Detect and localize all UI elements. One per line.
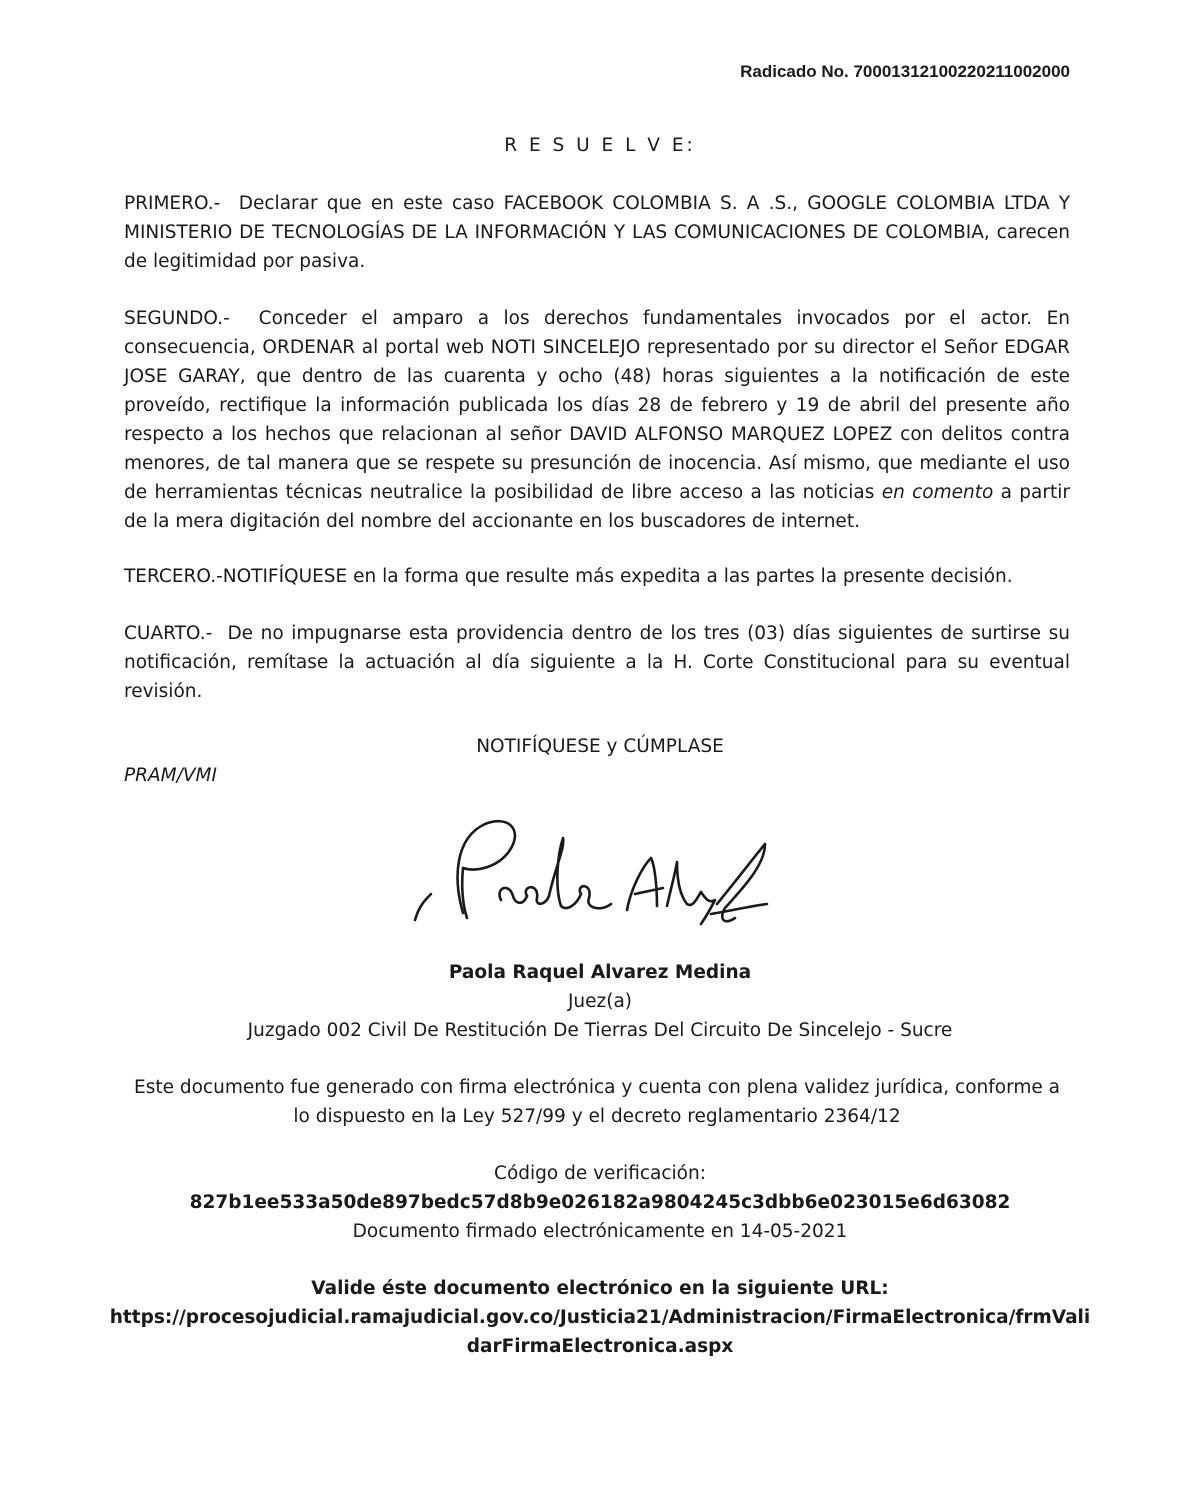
validate-url-line-1[interactable]: https://procesojudicial.ramajudicial.gov.co/Justicia21/Administracion/FirmaElectronica/frmVali <box>109 1307 1091 1328</box>
radicado-number: Radicado No. 70001312100220211002000 <box>740 62 1070 81</box>
paragraph-segundo <box>124 304 1070 536</box>
paragraph-tercero <box>124 562 1070 591</box>
closing-formula: NOTIFÍQUESE y CÚMPLASE <box>476 736 724 757</box>
segundo-emphasis: en comento <box>881 482 994 503</box>
cuarto-text: De no impugnarse esta providencia dentro de los tres (03) días siguientes de surtirse su notificación, remítase la actuación al día siguiente a la H. Corte Constitucional para su eventual revisión. <box>124 623 1070 702</box>
initials: PRAM/VMI <box>124 765 217 786</box>
validate-url-line-2[interactable]: darFirmaElectronica.aspx <box>466 1336 734 1357</box>
signer-name: Paola Raquel Alvarez Medina <box>448 962 752 983</box>
primero-label: PRIMERO.- <box>124 193 221 214</box>
signed-date: Documento firmado electrónicamente en 14-05-2021 <box>352 1221 848 1242</box>
validate-label: Valide éste documento electrónico en la siguiente URL: <box>311 1278 889 1299</box>
signer-role: Juez(a) <box>567 991 633 1012</box>
signer-court: Juzgado 002 Civil De Restitución De Tierras Del Circuito De Sincelejo - Sucre <box>247 1020 953 1041</box>
verification-label: Código de verificación: <box>494 1163 706 1184</box>
tercero-label: TERCERO.- <box>124 566 223 587</box>
paragraph-primero <box>124 189 1070 276</box>
resolution-title: R E S U E L V E: <box>504 135 696 156</box>
cuarto-label: CUARTO.- <box>124 623 213 644</box>
primero-text: Declarar que en este caso FACEBOOK COLOMBIA S. A .S., GOOGLE COLOMBIA LTDA Y MINISTERIO DE TECNOLOGÍAS DE LA INFORMACIÓN Y LAS COMUNICACIONES DE COLOMBIA, carecen de legitimidad por pasiva. <box>124 193 1071 272</box>
legal-note: Este documento fue generado con firma electrónica y cuenta con plena validez jurídica, conforme a lo dispuesto en la Ley 527/99 y el decreto reglamentario 2364/12 <box>134 1077 1060 1127</box>
segundo-text: Conceder el amparo a los derechos fundamentales invocados por el actor. En consecuencia, ORDENAR al portal web NOTI SINCELEJO representado por su director el Señor EDGAR JOSE GARAY, que dentro de las cuarenta y ocho (48) horas siguientes a la notificación de este proveído, rectifique la información publicada los días 28 de febrero y 19 de abril del presente año respecto a los hechos que relacionan al señor DAVID ALFONSO MARQUEZ LOPEZ con delitos contra menores, de tal manera que se respete su presunción de inocencia. Así mismo, que mediante el uso de herramientas técnicas neutralice la posibilidad de libre acceso a las noticias <box>124 308 1070 503</box>
segundo-label: SEGUNDO.- <box>124 308 230 329</box>
verification-code: 827b1ee533a50de897bedc57d8b9e026182a9804245c3dbb6e023015e6d63082 <box>189 1192 1011 1213</box>
handwritten-signature <box>405 808 785 938</box>
tercero-text: NOTIFÍQUESE en la forma que resulte más expedita a las partes la presente decisión. <box>222 566 1013 587</box>
paragraph-cuarto <box>124 619 1070 706</box>
segundo-text-end: a partir de la mera digitación del nombre del accionante en los buscadores de internet. <box>124 482 1070 532</box>
